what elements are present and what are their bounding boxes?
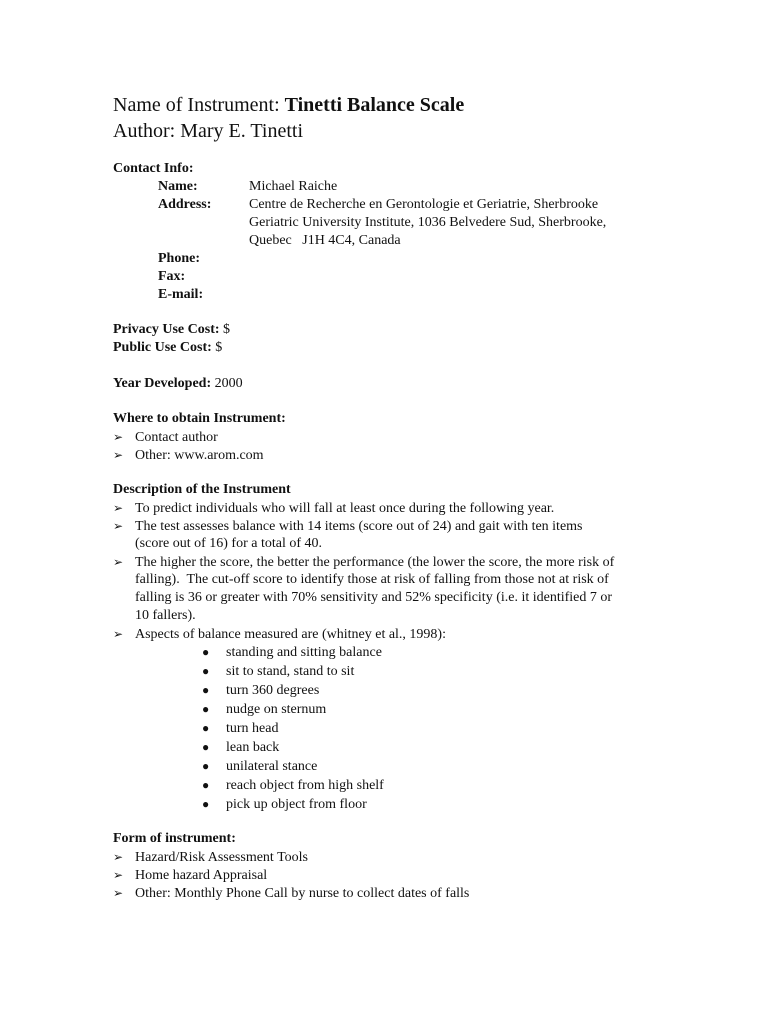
description-item-text: The higher the score, the better the performance (the lower the score, the more risk of <box>135 555 615 570</box>
arrow-bullet-icon: ➢ <box>113 430 124 444</box>
aspect-item <box>202 643 382 662</box>
form-heading: Form of instrument: <box>113 831 236 846</box>
aspect-item <box>202 662 354 681</box>
description-item <box>113 517 583 536</box>
description-item-text: The test assesses balance with 14 items (score out of 24) and gait with ten items <box>135 519 583 534</box>
form-item-text: Other: Monthly Phone Call by nurse to collect dates of falls <box>135 886 470 901</box>
aspect-item <box>202 719 278 738</box>
aspect-item <box>202 700 326 719</box>
year-line <box>113 375 243 393</box>
bullet-dot-icon: ● <box>202 721 210 735</box>
contact-email-label: E-mail: <box>158 287 204 302</box>
aspect-item <box>202 795 367 814</box>
description-item <box>113 553 614 572</box>
contact-name-value: Michael Raiche <box>249 179 338 194</box>
arrow-bullet-icon: ➢ <box>113 886 124 900</box>
bullet-dot-icon: ● <box>202 645 210 659</box>
arrow-bullet-icon: ➢ <box>113 868 124 882</box>
obtain-item-text: Contact author <box>135 430 218 445</box>
arrow-bullet-icon: ➢ <box>113 627 124 641</box>
form-item <box>113 866 267 885</box>
aspect-item <box>202 757 317 776</box>
contact-heading: Contact Info: <box>113 161 194 176</box>
aspect-item <box>202 681 319 700</box>
obtain-item <box>113 446 264 465</box>
aspect-text: standing and sitting balance <box>226 645 382 660</box>
aspect-item <box>202 776 384 795</box>
description-item-continuation: (score out of 16) for a total of 40. <box>135 536 322 551</box>
aspect-text: pick up object from floor <box>226 797 367 812</box>
author-line <box>113 119 303 143</box>
author-label: Author: <box>113 120 176 142</box>
aspect-text: unilateral stance <box>226 759 318 774</box>
instrument-name-label: Name of Instrument: <box>113 94 280 116</box>
bullet-dot-icon: ● <box>202 778 210 792</box>
public-cost-value: $ <box>215 340 223 355</box>
description-item <box>113 499 554 518</box>
contact-phone-label: Phone: <box>158 251 200 266</box>
bullet-dot-icon: ● <box>202 702 210 716</box>
contact-address-line: Centre de Recherche en Gerontologie et Geriatrie, Sherbrooke <box>249 197 599 212</box>
instrument-name-value: Tinetti Balance Scale <box>284 94 465 116</box>
aspect-text: lean back <box>226 740 280 755</box>
public-cost-label: Public Use Cost: <box>113 340 212 355</box>
description-item-continuation: 10 fallers). <box>135 608 196 623</box>
arrow-bullet-icon: ➢ <box>113 501 124 515</box>
aspect-text: turn 360 degrees <box>226 683 320 698</box>
form-item <box>113 848 308 867</box>
form-item <box>113 884 469 903</box>
aspect-item <box>202 738 279 757</box>
description-heading: Description of the Instrument <box>113 482 291 497</box>
author-value: Mary E. Tinetti <box>180 120 304 142</box>
privacy-cost-line <box>113 321 230 339</box>
form-item-text: Hazard/Risk Assessment Tools <box>135 850 308 865</box>
contact-name-label: Name: <box>158 179 198 194</box>
public-cost-line <box>113 339 222 357</box>
arrow-bullet-icon: ➢ <box>113 850 124 864</box>
arrow-bullet-icon: ➢ <box>113 448 124 462</box>
instrument-name-line <box>113 93 464 117</box>
contact-address-label: Address: <box>158 197 212 212</box>
privacy-cost-label: Privacy Use Cost: <box>113 322 220 337</box>
obtain-heading: Where to obtain Instrument: <box>113 411 286 426</box>
description-item-continuation: falling). The cut-off score to identify those at risk of falling from those not at risk of <box>135 572 609 587</box>
year-value: 2000 <box>214 376 243 391</box>
obtain-item-text: Other: www.arom.com <box>135 448 264 463</box>
bullet-dot-icon: ● <box>202 683 210 697</box>
aspect-text: turn head <box>226 721 279 736</box>
year-label: Year Developed: <box>113 376 212 391</box>
contact-address-line: Quebec J1H 4C4, Canada <box>249 233 401 248</box>
bullet-dot-icon: ● <box>202 740 210 754</box>
description-item <box>113 625 446 644</box>
bullet-dot-icon: ● <box>202 759 210 773</box>
aspect-text: reach object from high shelf <box>226 778 384 793</box>
aspect-text: sit to stand, stand to sit <box>226 664 355 679</box>
description-item-continuation: falling is 36 or greater with 70% sensitivity and 52% specificity (i.e. it identified 7 or <box>135 590 613 605</box>
obtain-item <box>113 428 218 447</box>
privacy-cost-value: $ <box>223 322 231 337</box>
contact-fax-label: Fax: <box>158 269 186 284</box>
form-item-text: Home hazard Appraisal <box>135 868 268 883</box>
arrow-bullet-icon: ➢ <box>113 555 124 569</box>
description-item-text: To predict individuals who will fall at least once during the following year. <box>135 501 555 516</box>
bullet-dot-icon: ● <box>202 797 210 811</box>
arrow-bullet-icon: ➢ <box>113 519 124 533</box>
description-item-text: Aspects of balance measured are (whitney et al., 1998): <box>135 627 446 642</box>
contact-address-line: Geriatric University Institute, 1036 Belvedere Sud, Sherbrooke, <box>249 215 607 230</box>
aspect-text: nudge on sternum <box>226 702 327 717</box>
bullet-dot-icon: ● <box>202 664 210 678</box>
